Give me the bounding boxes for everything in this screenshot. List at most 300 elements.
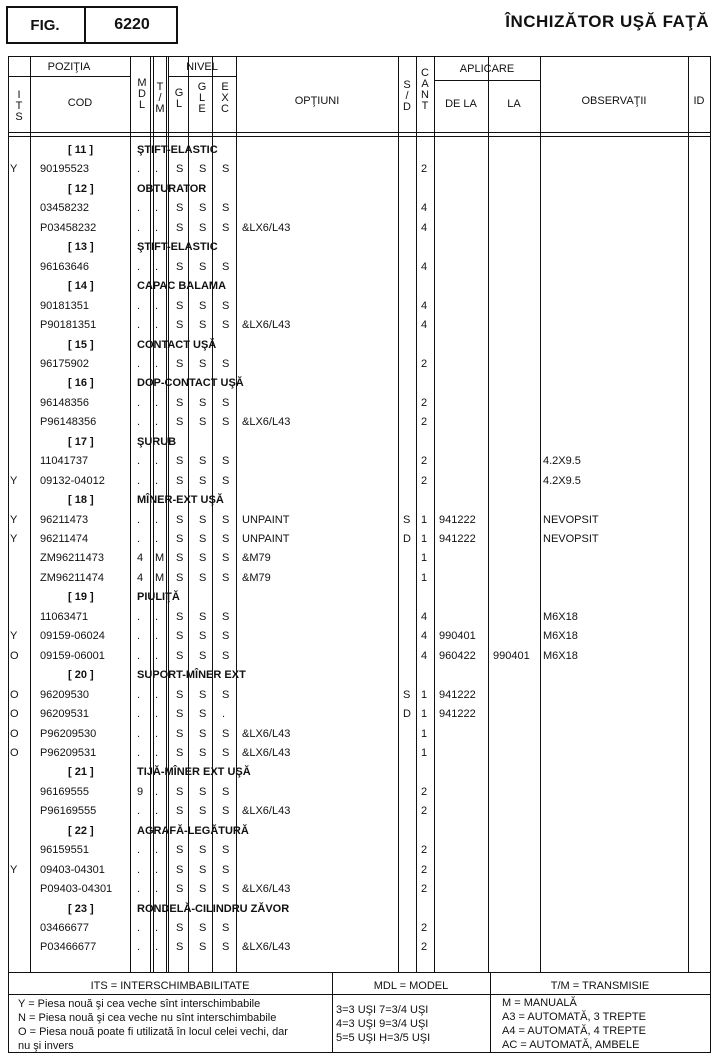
sd-header — [398, 80, 416, 113]
table-row — [0, 685, 719, 704]
header-letter: I — [17, 89, 21, 101]
cell-tm: . — [155, 630, 159, 643]
cell-opt: &M79 — [242, 552, 271, 565]
cell-cant: 2 — [421, 474, 428, 487]
tm-legend-line: A3 = AUTOMATĂ, 3 TREPTE — [502, 1011, 646, 1023]
header-letter: C — [221, 103, 229, 115]
cell-gl: S — [176, 727, 184, 740]
cell-opt: &LX6/L43 — [242, 221, 291, 234]
gl-header — [170, 88, 188, 110]
cell-obs: 4.2X9.5 — [543, 474, 581, 487]
cell-obs: M6X18 — [543, 649, 578, 662]
cell-mdl: . — [137, 455, 141, 468]
cell-exc: S — [222, 455, 230, 468]
header-letter: M — [155, 103, 165, 115]
cell-opt: &LX6/L43 — [242, 805, 291, 818]
cell-cod: 96159551 — [40, 844, 89, 857]
header-letter: E — [198, 103, 206, 115]
cell-gle: S — [199, 844, 207, 857]
group-header-row — [0, 490, 719, 509]
cell-exc: S — [222, 552, 230, 565]
cell-sd: S — [403, 513, 411, 526]
cell-gle: S — [199, 922, 207, 934]
cell-exc: S — [222, 922, 230, 934]
cell-gl: S — [176, 299, 184, 312]
table-row — [0, 704, 719, 723]
table-row — [0, 918, 719, 937]
group-header-row — [0, 237, 719, 256]
cell-cant: 1 — [421, 727, 428, 740]
cell-mdl: . — [137, 163, 141, 176]
cell-tm: . — [155, 649, 159, 662]
observatii-header: OBSERVAŢII — [581, 95, 647, 107]
cell-exc: S — [222, 785, 230, 798]
cell-exc: S — [222, 883, 230, 896]
cell-gle: S — [199, 746, 207, 759]
cell-cod: P96169555 — [40, 805, 97, 818]
cell-gl: S — [176, 785, 184, 798]
cell-sd: D — [403, 708, 411, 721]
cell-exc: S — [222, 357, 230, 370]
cell-exc: S — [222, 630, 230, 643]
cell-tm: . — [155, 863, 159, 876]
cell-dela: 941222 — [439, 688, 476, 701]
group-number: [ 21 ] — [68, 766, 94, 779]
cell-cod: 96163646 — [40, 260, 89, 273]
cant-header — [416, 68, 434, 112]
cell-gle: S — [199, 630, 207, 643]
grid-hline — [8, 972, 711, 973]
cell-mdl: . — [137, 630, 141, 643]
table-row — [0, 510, 719, 529]
grid-hline — [8, 76, 130, 77]
cell-cod: 11063471 — [40, 610, 89, 623]
cell-mdl: . — [137, 941, 141, 954]
cell-its: O — [10, 688, 19, 701]
table-row — [0, 471, 719, 490]
group-header-row — [0, 276, 719, 295]
cell-gle: S — [199, 688, 207, 701]
cell-mdl: . — [137, 746, 141, 759]
cell-cod: 96209531 — [40, 708, 89, 721]
gle-header — [192, 82, 212, 115]
group-name: ŞURUB — [137, 435, 177, 448]
cell-mdl: . — [137, 474, 141, 487]
pozitia-header: POZIŢIA — [47, 61, 91, 73]
cell-cod: 96211474 — [40, 533, 89, 545]
group-name: CONTACT UŞĂ — [137, 338, 217, 351]
mdl-legend-line: 3=3 UŞI 7=3/4 UŞI — [336, 1004, 429, 1016]
cell-gl: S — [176, 708, 184, 721]
cell-its: Y — [10, 863, 18, 876]
cell-tm: . — [155, 708, 159, 721]
cell-exc: S — [222, 941, 230, 954]
header-letter: C — [421, 67, 429, 79]
cell-cant: 1 — [421, 746, 428, 759]
group-name: ŞTIFT-ELASTIC — [137, 144, 218, 156]
cell-gl: S — [176, 474, 184, 487]
cell-cant: 2 — [421, 416, 428, 429]
cell-gle: S — [199, 416, 207, 429]
tm-legend-line: M = MANUALĂ — [502, 997, 577, 1009]
cell-cant: 2 — [421, 805, 428, 818]
table-row — [0, 412, 719, 431]
cell-exc: S — [222, 513, 230, 526]
cell-cant: 2 — [421, 883, 428, 896]
table-row — [0, 198, 719, 217]
cell-gle: S — [199, 708, 207, 721]
cell-gl: S — [176, 552, 184, 565]
cell-mdl: 9 — [137, 785, 144, 798]
cell-cod: 90195523 — [40, 163, 89, 176]
cell-tm: . — [155, 416, 159, 429]
cell-cant: 1 — [421, 533, 428, 545]
cell-its: Y — [10, 513, 18, 526]
cell-cod: ZM96211473 — [40, 552, 105, 565]
cell-opt: &LX6/L43 — [242, 746, 291, 759]
header-letter: N — [421, 89, 429, 101]
header-letter: M — [137, 77, 147, 89]
cell-cod: 96211473 — [40, 513, 89, 526]
cell-mdl: . — [137, 863, 141, 876]
cell-opt: &LX6/L43 — [242, 319, 291, 332]
cell-sd: S — [403, 688, 411, 701]
cell-mdl: . — [137, 319, 141, 332]
header-letter: G — [174, 87, 184, 99]
cell-cant: 1 — [421, 571, 428, 584]
cell-cant: 2 — [421, 357, 428, 370]
cell-mdl: . — [137, 202, 141, 215]
header-letter: L — [198, 92, 206, 104]
cell-mdl: . — [137, 396, 141, 409]
cell-dela: 990401 — [439, 630, 476, 643]
cell-tm: . — [155, 844, 159, 857]
group-header-row — [0, 432, 719, 451]
table-row — [0, 568, 719, 587]
dela-header: DE LA — [445, 98, 477, 110]
cell-cant: 1 — [421, 513, 428, 526]
cell-gle: S — [199, 396, 207, 409]
cell-tm: . — [155, 922, 159, 934]
id-header: ID — [693, 95, 705, 107]
table-row — [0, 529, 719, 548]
group-name: TIJĂ-MÎNER EXT UŞĂ — [137, 766, 251, 779]
cell-exc: S — [222, 202, 230, 215]
cell-exc: S — [222, 649, 230, 662]
cell-gle: S — [199, 649, 207, 662]
cell-cant: 4 — [421, 610, 428, 623]
grid-hline — [8, 132, 711, 133]
cell-gl: S — [176, 319, 184, 332]
cell-cant: 1 — [421, 552, 428, 565]
cell-obs: NEVOPSIT — [543, 533, 599, 545]
group-header-row — [0, 179, 719, 198]
cell-gle: S — [199, 455, 207, 468]
tm-legend-line: A4 = AUTOMATĂ, 4 TREPTE — [502, 1025, 646, 1037]
header-letter: E — [221, 81, 229, 93]
cell-gle: S — [199, 533, 207, 545]
cell-cod: 11041737 — [40, 455, 89, 468]
cell-exc: S — [222, 163, 230, 176]
cell-cod: ZM96211474 — [40, 571, 105, 584]
cell-gle: S — [199, 883, 207, 896]
cell-exc: S — [222, 474, 230, 487]
table-row — [0, 393, 719, 412]
cell-tm: . — [155, 785, 159, 798]
its-legend-line: Y = Piesa nouă şi cea veche sînt interschimbabile — [18, 998, 261, 1010]
group-number: [ 13 ] — [68, 241, 94, 254]
group-number: [ 16 ] — [68, 377, 94, 390]
cell-opt: UNPAINT — [242, 513, 290, 526]
cell-tm: . — [155, 299, 159, 312]
cell-cod: 90181351 — [40, 299, 89, 312]
cell-tm: . — [155, 202, 159, 215]
cell-mdl: . — [137, 260, 141, 273]
cell-mdl: . — [137, 299, 141, 312]
header-letter: L — [175, 98, 183, 110]
cell-exc: S — [222, 533, 230, 545]
cell-cant: 2 — [421, 785, 428, 798]
header-letter: / — [158, 92, 162, 104]
tm-legend-line: AC = AUTOMATĂ, AMBELE — [502, 1039, 640, 1051]
table-row — [0, 743, 719, 762]
header-letter: T — [421, 100, 429, 112]
cell-mdl: 4 — [137, 571, 144, 584]
cell-exc: S — [222, 805, 230, 818]
table-row — [0, 607, 719, 626]
its-legend-line: N = Piesa nouă şi cea veche nu sînt interschimbabile — [18, 1012, 277, 1024]
cell-cant: 2 — [421, 455, 428, 468]
header-letter: / — [405, 90, 409, 102]
table-row — [0, 840, 719, 859]
table-row — [0, 860, 719, 879]
cell-cod: 03466677 — [40, 922, 89, 934]
cell-gl: S — [176, 260, 184, 273]
cell-cant: 2 — [421, 922, 428, 934]
cell-tm: . — [155, 260, 159, 273]
cell-gl: S — [176, 221, 184, 234]
cell-gl: S — [176, 513, 184, 526]
cell-gl: S — [176, 941, 184, 954]
its-header — [10, 90, 28, 123]
cell-tm: M — [155, 571, 165, 584]
cell-its: Y — [10, 163, 18, 176]
mdl-legend-line: 5=5 UŞI H=3/5 UŞI — [336, 1032, 431, 1044]
fig-number: 6220 — [114, 16, 150, 33]
cell-cant: 2 — [421, 844, 428, 857]
cell-gl: S — [176, 202, 184, 215]
its-legend-title: ITS = INTERSCHIMBABILITATE — [90, 980, 250, 992]
group-name: SUPORT-MÎNER EXT — [137, 669, 246, 682]
header-letter: A — [421, 78, 429, 90]
cell-cant: 2 — [421, 163, 428, 176]
group-number: [ 20 ] — [68, 669, 94, 682]
cell-gle: S — [199, 357, 207, 370]
group-name: CAPAC BALAMA — [137, 280, 227, 293]
cell-exc: . — [222, 708, 226, 721]
cell-cod: P96148356 — [40, 416, 97, 429]
header-letter: L — [138, 99, 146, 111]
group-header-row — [0, 762, 719, 781]
cell-gle: S — [199, 941, 207, 954]
cell-gle: S — [199, 202, 207, 215]
group-number: [ 23 ] — [68, 902, 94, 915]
cell-cod: 09403-04301 — [40, 863, 105, 876]
group-header-row — [0, 821, 719, 840]
cell-opt: &LX6/L43 — [242, 727, 291, 740]
table-row — [0, 218, 719, 237]
group-name: ŞTIFT-ELASTIC — [137, 241, 218, 254]
cell-cant: 1 — [421, 708, 428, 721]
cell-cod: 96175902 — [40, 357, 89, 370]
cell-gle: S — [199, 571, 207, 584]
cell-mdl: . — [137, 416, 141, 429]
cell-opt: &LX6/L43 — [242, 416, 291, 429]
group-number: [ 15 ] — [68, 338, 94, 351]
cell-mdl: . — [137, 513, 141, 526]
cell-dela: 960422 — [439, 649, 476, 662]
page-title: ÎNCHIZĂTOR UŞĂ FAŢĂ — [505, 12, 709, 31]
grid-hline — [434, 80, 540, 81]
cell-gl: S — [176, 649, 184, 662]
group-name: RONDELĂ-CILINDRU ZĂVOR — [137, 902, 290, 915]
table-row — [0, 937, 719, 956]
cell-cod: P09403-04301 — [40, 883, 113, 896]
cell-cant: 2 — [421, 863, 428, 876]
cell-cant: 2 — [421, 941, 428, 954]
header-letter: T — [15, 100, 23, 112]
group-number: [ 12 ] — [68, 182, 94, 195]
cell-opt: &M79 — [242, 571, 271, 584]
group-header-row — [0, 899, 719, 918]
cell-its: Y — [10, 474, 18, 487]
its-legend-line: nu şi invers — [18, 1040, 74, 1052]
grid-hline — [8, 136, 711, 137]
cell-exc: S — [222, 260, 230, 273]
cell-tm: . — [155, 610, 159, 623]
table-row — [0, 296, 719, 315]
cell-gle: S — [199, 552, 207, 565]
cell-gle: S — [199, 163, 207, 176]
table-row — [0, 626, 719, 645]
cell-mdl: . — [137, 883, 141, 896]
mdl-header — [132, 78, 152, 111]
cell-mdl: 4 — [137, 552, 144, 565]
cell-exc: S — [222, 319, 230, 332]
cell-mdl: . — [137, 922, 141, 934]
table-row — [0, 724, 719, 743]
cell-mdl: . — [137, 221, 141, 234]
cell-tm: . — [155, 163, 159, 176]
group-name: DOP-CONTACT UŞĂ — [137, 377, 244, 390]
group-number: [ 18 ] — [68, 494, 94, 507]
cell-mdl: . — [137, 357, 141, 370]
cell-tm: . — [155, 805, 159, 818]
cell-dela: 941222 — [439, 513, 476, 526]
cell-tm: . — [155, 746, 159, 759]
tm-header — [152, 82, 168, 115]
table-row — [0, 451, 719, 470]
cell-gl: S — [176, 533, 184, 545]
cell-exc: S — [222, 863, 230, 876]
cell-cant: 2 — [421, 396, 428, 409]
cell-cod: 96169555 — [40, 785, 89, 798]
cell-tm: . — [155, 727, 159, 740]
cell-cod: P03466677 — [40, 941, 97, 954]
mdl-legend-title: MDL = MODEL — [373, 980, 449, 992]
cell-gl: S — [176, 922, 184, 934]
nivel-header: NIVEL — [186, 61, 218, 73]
cell-tm: . — [155, 533, 159, 545]
cell-gle: S — [199, 785, 207, 798]
cell-cant: 1 — [421, 688, 428, 701]
cell-cant: 4 — [421, 299, 428, 312]
cell-gl: S — [176, 357, 184, 370]
table-row — [0, 315, 719, 334]
cell-mdl: . — [137, 805, 141, 818]
table-row — [0, 159, 719, 178]
header-letter: X — [221, 92, 229, 104]
tm-legend-title: T/M = TRANSMISIE — [550, 980, 650, 992]
group-number: [ 17 ] — [68, 435, 94, 448]
cell-gle: S — [199, 221, 207, 234]
group-header-row — [0, 335, 719, 354]
cell-mdl: . — [137, 708, 141, 721]
cell-cod: 03458232 — [40, 202, 89, 215]
cell-gle: S — [199, 863, 207, 876]
cell-obs: M6X18 — [543, 630, 578, 643]
group-number: [ 14 ] — [68, 280, 94, 293]
cell-cant: 4 — [421, 221, 428, 234]
cell-mdl: . — [137, 727, 141, 740]
table-row — [0, 801, 719, 820]
cell-exc: S — [222, 571, 230, 584]
cell-cod: P96209530 — [40, 727, 97, 740]
cell-its: O — [10, 708, 19, 721]
cell-tm: . — [155, 221, 159, 234]
cell-gl: S — [176, 805, 184, 818]
cell-gl: S — [176, 455, 184, 468]
cell-opt: UNPAINT — [242, 533, 290, 545]
group-name: PIULIŢĂ — [137, 591, 180, 604]
cell-gl: S — [176, 571, 184, 584]
its-legend-line: O = Piesa nouă poate fi utilizată în locul celei vechi, dar — [18, 1026, 288, 1038]
cell-gle: S — [199, 474, 207, 487]
aplicare-header: APLICARE — [459, 63, 515, 75]
group-name: OBTURATOR — [137, 182, 207, 195]
cell-dela: 941222 — [439, 708, 476, 721]
cell-gle: S — [199, 260, 207, 273]
cell-its: O — [10, 746, 19, 759]
cell-gl: S — [176, 163, 184, 176]
cell-mdl: . — [137, 688, 141, 701]
cell-mdl: . — [137, 649, 141, 662]
cell-cant: 4 — [421, 260, 428, 273]
cell-gle: S — [199, 805, 207, 818]
cell-cant: 4 — [421, 202, 428, 215]
cell-la: 990401 — [493, 649, 530, 662]
exc-header — [214, 82, 236, 115]
group-name: MÎNER-EXT UŞĂ — [137, 494, 224, 507]
fig-label: FIG. — [6, 6, 86, 44]
cell-its: O — [10, 727, 19, 740]
header-letter: S — [403, 79, 411, 91]
optiuni-header: OPŢIUNI — [294, 95, 340, 107]
cell-cod: P03458232 — [40, 221, 97, 234]
cell-gle: S — [199, 513, 207, 526]
cell-tm: . — [155, 319, 159, 332]
cell-obs: M6X18 — [543, 610, 578, 623]
